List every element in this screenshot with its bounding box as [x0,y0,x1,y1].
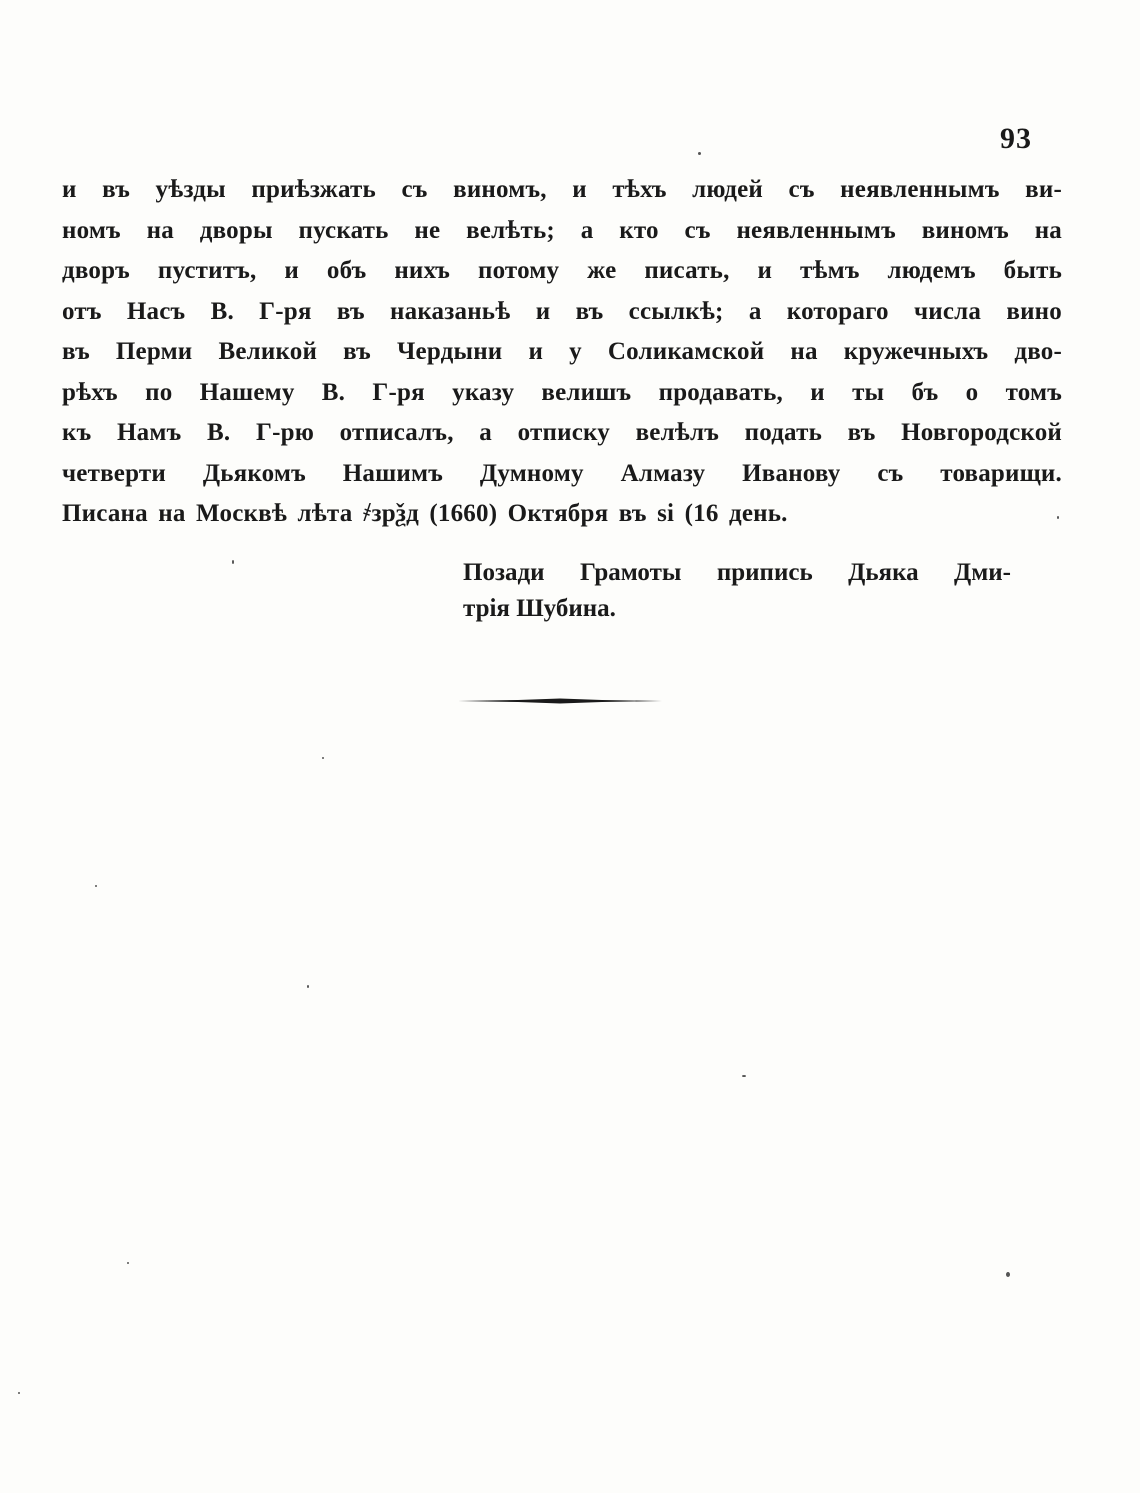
text-line: и въ уѣзды приѣзжать съ виномъ, и тѣхъ людей съ неявленнымъ ви- [62,176,1062,203]
text-line: отъ Насъ В. Г-ря въ наказаньѣ и въ ссылкѣ; а котораго числа вино [62,297,1062,325]
section-divider-rule [458,698,662,704]
endorsement-note [463,555,1023,627]
scan-speck [1006,1272,1010,1277]
text-line: четверти Дьякомъ Нашимъ Думному Алмазу Иванову съ товарищи. [62,459,1062,487]
scan-speck [1057,516,1059,519]
text-line-last: Писана на Москвѣ лѣта ҂зрѯд (1660) Октября въ ѕі (16 день. [62,500,788,527]
page-number: 93 [1000,122,1032,155]
scan-speck [127,1262,129,1264]
main-paragraph [62,170,1062,535]
scan-speck [95,885,97,887]
scan-speck [698,152,701,155]
scan-speck [232,560,234,564]
text-line: номъ на дворы пускать не велѣть; а кто съ неявленнымъ виномъ на [62,216,1062,244]
note-line: трія Шубина. [463,595,616,622]
text-line: рѣхъ по Нашему В. Г-ря указу велишъ продавать, и ты бъ о томъ [62,378,1062,406]
scan-speck [322,757,324,759]
scan-speck [18,1392,20,1394]
scan-speck [742,1075,746,1077]
scan-speck [307,985,309,988]
text-line: въ Перми Великой въ Чердыни и у Соликамской на кружечныхъ дво- [62,338,1062,365]
note-line: Позади Грамоты припись Дьяка Дми- [463,559,1011,586]
text-line: дворъ пуститъ, и объ нихъ потому же писать, и тѣмъ людемъ быть [62,257,1062,284]
text-line: къ Намъ В. Г-рю отписалъ, а отписку велѣлъ подать въ Новгородской [62,419,1062,446]
